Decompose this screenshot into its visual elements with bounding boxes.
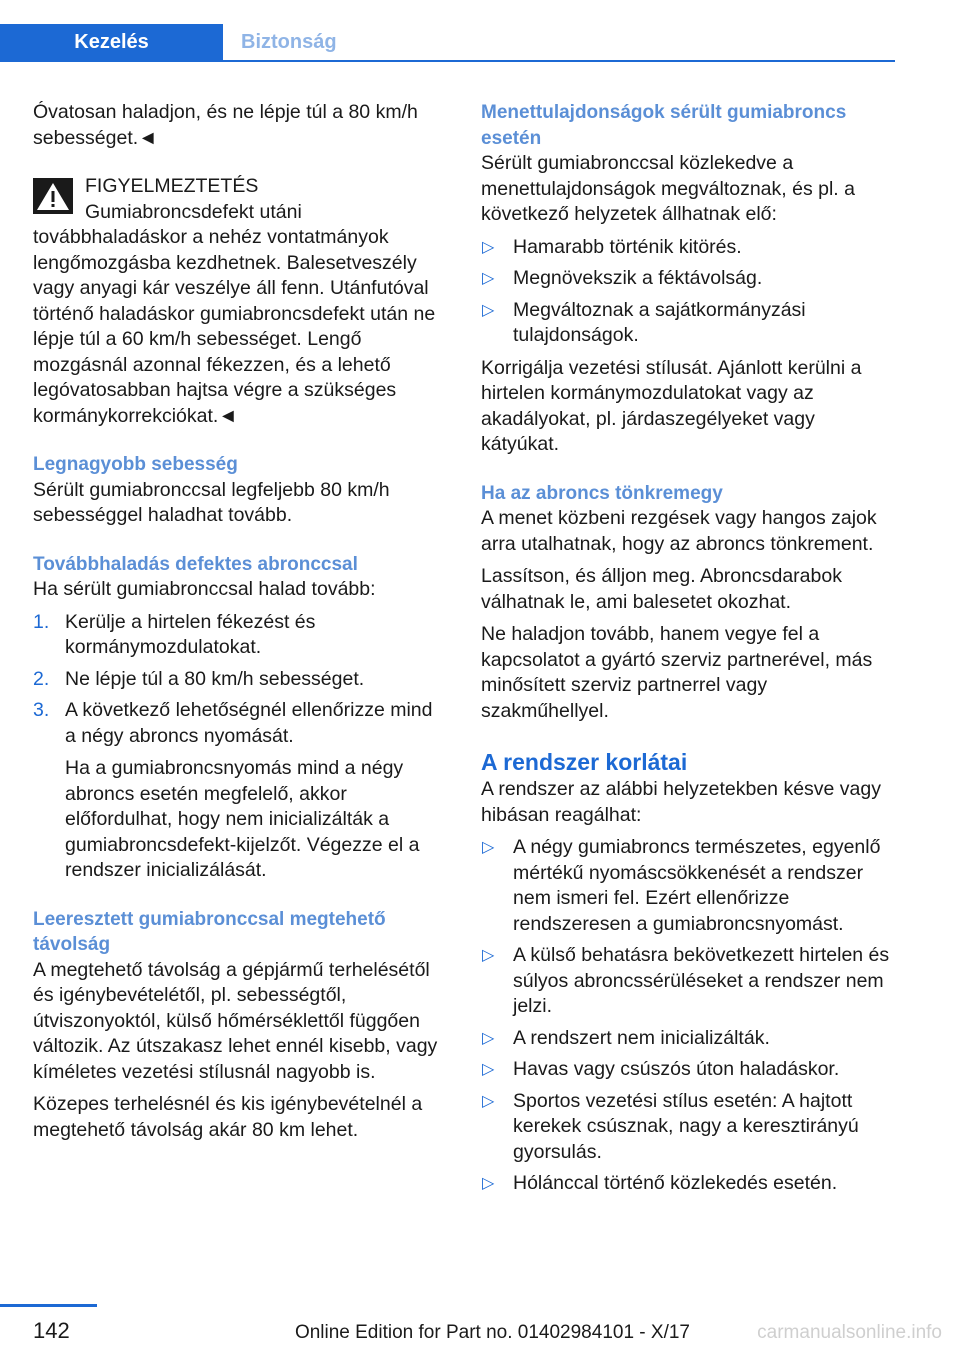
- list-item: ▷ Havas vagy csúszós úton haladáskor.: [481, 1057, 896, 1083]
- triangle-bullet-icon: ▷: [482, 1029, 495, 1047]
- destroy-heading: Ha az abroncs tönkremegy: [481, 482, 723, 504]
- list-item: ▷ A rendszert nem inicializálták.: [481, 1026, 896, 1052]
- tab-kezeles[interactable]: Kezelés: [0, 24, 223, 60]
- triangle-bullet-icon: ▷: [482, 270, 495, 287]
- limits-intro: A rendszer az alábbi helyzetekben késve vagy hibásan reagálhat:: [481, 778, 881, 826]
- handling-heading: Menettulajdonságok sérült gumiabroncs esetén: [481, 102, 847, 149]
- top-tab-bar: [0, 24, 895, 62]
- list-item: ▷ A négy gumiabroncs természetes, egyenlő mértékű nyomáscsökkenését a rendszer nem ismeri fel. Ezért ellenőrizze rendszeresen a gumiabroncsnyomást.: [482, 836, 881, 935]
- warning-title: FIGYELMEZTETÉS: [85, 175, 259, 197]
- handling-list: [481, 235, 896, 349]
- left-column: [33, 100, 448, 1150]
- list-item: 2. Ne lépje túl a 80 km/h sebességet.: [33, 667, 365, 690]
- tab-underline: [0, 60, 895, 62]
- list-item: ▷ Hólánccal történő közlekedés esetén.: [481, 1171, 896, 1197]
- steps-list: [33, 610, 448, 750]
- range-text-1: A megtehető távolság a gépjármű terhelésétől és igénybevételétől, pl. sebességtől, útviszonyoktól, külső hőmérséklettől függően változik. Az útszakasz lehet ennél kisebb, vagy kíméletes vezetési stílusnál nagyobb is.: [33, 958, 438, 1083]
- list-item: 3. A következő lehetőségnél ellenőrizze mind a négy abroncs nyomását.: [33, 699, 433, 747]
- continue-heading: Továbbhaladás defektes abronccsal: [33, 553, 358, 575]
- limits-list: [481, 835, 896, 1197]
- triangle-bullet-icon: ▷: [482, 238, 495, 256]
- footer-rule: [0, 1304, 97, 1307]
- watermark-text: carmanualsonline.info: [757, 1322, 942, 1343]
- continue-intro: Ha sérült gumiabronccsal halad tovább:: [33, 578, 376, 600]
- max-speed-text: Sérült gumiabronccsal legfeljebb 80 km/h sebességgel haladhat tovább.: [33, 478, 390, 526]
- destroy-text-1: A menet közbeni rezgések vagy hangos zajok arra utalhatnak, hogy az abroncs tönkrement.: [481, 507, 877, 555]
- handling-after: Korrigálja vezetési stílusát. Ajánlott kerülni a hirtelen kormánymozdulatokat vagy az akadályokat, pl. járdaszegélyeket vagy kátyúkat.: [481, 356, 862, 455]
- triangle-bullet-icon: ▷: [482, 1061, 495, 1078]
- range-heading: Leeresztett gumiabronccsal megtehető távolság: [33, 908, 386, 955]
- right-column: [481, 100, 896, 1204]
- limits-heading: A rendszer korlátai: [481, 749, 688, 775]
- triangle-bullet-icon: ▷: [482, 947, 495, 964]
- warning-triangle-icon: [33, 178, 73, 214]
- destroy-text-3: Ne haladjon tovább, hanem vegye fel a kapcsolatot a gyártó szerviz partnerével, más minősített szerviz partnerrel vagy szakműhellyel.: [481, 623, 873, 722]
- list-item: ▷ Megváltoznak a sajátkormányzási tulajdonságok.: [482, 298, 806, 346]
- handling-intro: Sérült gumiabronccsal közlekedve a menettulajdonságok megváltoznak, és pl. a következő helyzetek állhatnak elő:: [481, 152, 855, 225]
- intro-text: Óvatosan haladjon, és ne lépje túl a 80 km/h sebességet.◄: [33, 101, 418, 149]
- list-item: ▷ Hamarabb történik kitörés.: [481, 235, 896, 261]
- warning-text: Gumiabroncsdefekt utáni továbbhaladáskor a nehéz vontatmányok lengőmozgásba kezdhetnek. Balesetveszély vagy anyagi kár veszélye áll fenn. Utánfutóval történő haladáskor gumiabroncsdefekt után ne lépje túl a 60 km/h sebességet. Lengő mozgásnál azonnal fékezzen, és a lehető legóvatosabban hajtsa végre a szükséges kormánykorrekciókat.◄: [33, 200, 436, 427]
- edition-text: Online Edition for Part no. 01402984101 - X/17: [294, 1322, 690, 1343]
- triangle-bullet-icon: ▷: [482, 1092, 495, 1110]
- list-item: ▷ Megnövekszik a féktávolság.: [481, 266, 896, 292]
- destroy-text-2: Lassítson, és álljon meg. Abroncsdarabok válhatnak le, ami balesetet okozhat.: [481, 565, 842, 613]
- list-item: ▷ A külső behatásra bekövetkezett hirtelen és súlyos abroncssérüléseket a rendszer nem jelzi.: [482, 944, 890, 1017]
- triangle-bullet-icon: ▷: [482, 301, 495, 319]
- tab-biztonsag[interactable]: Biztonság: [241, 30, 337, 53]
- triangle-bullet-icon: ▷: [482, 1175, 495, 1192]
- triangle-bullet-icon: ▷: [482, 839, 495, 856]
- list-item: ▷ Sportos vezetési stílus esetén: A hajtott kerekek csúsznak, nagy a keresztirányú gyorsulás.: [482, 1089, 859, 1163]
- range-text-2: Közepes terhelésnél és kis igénybevételnél a megtehető távolság akár 80 km lehet.: [33, 1093, 423, 1141]
- warning-block: [33, 174, 448, 429]
- max-speed-heading: Legnagyobb sebesség: [33, 454, 238, 475]
- list-item: 1. Kerülje a hirtelen fékezést és kormánymozdulatokat.: [33, 610, 316, 658]
- step3-note: Ha a gumiabroncsnyomás mind a négy abroncs esetén megfelelő, akkor előfordulhat, hogy nem inicializálták a gumiabroncsdefekt-kijelzőt. Végezze el a rendszer inicializálását.: [65, 757, 420, 881]
- page-number: 142: [33, 1318, 70, 1343]
